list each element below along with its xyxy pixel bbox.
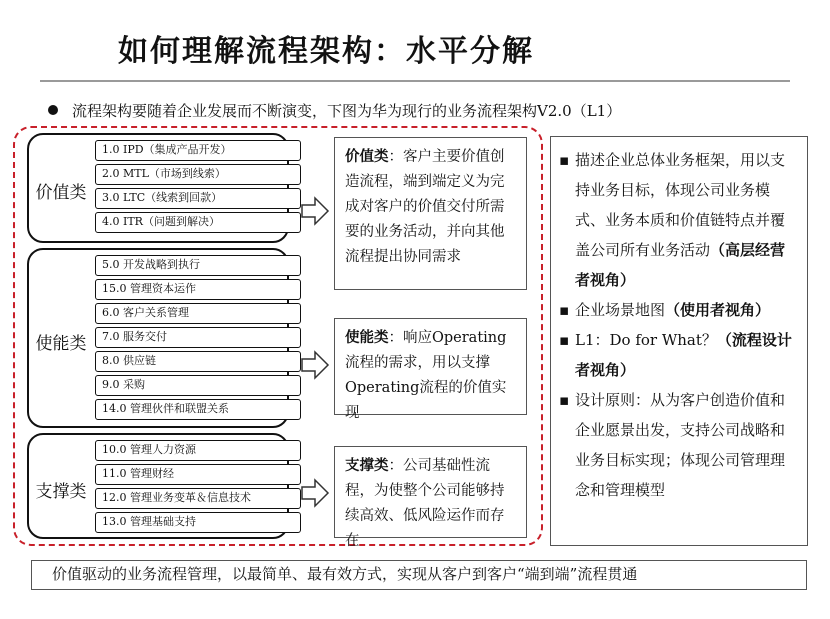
process-item: 2.0 MTL（市场到线索） (95, 164, 301, 185)
intro-text: 流程架构要随着企业发展而不断演变，下图为华为现行的业务流程架构V2.0（L1） (72, 102, 622, 120)
process-item: 13.0 管理基础支持 (95, 512, 301, 533)
footer-summary: 价值驱动的业务流程管理，以最简单、最有效方式，实现从客户到客户“端到端”流程贯通 (31, 560, 807, 590)
bullet-icon: ▪ (559, 331, 570, 349)
process-item: 3.0 LTC（线索到回款） (95, 188, 301, 209)
group-value (27, 133, 289, 243)
group-label: 价值类 (35, 183, 87, 203)
page-title: 如何理解流程架构：水平分解 (118, 34, 534, 69)
note-emph: （高层经营者视角） (575, 241, 786, 289)
desc-support (334, 446, 527, 549)
note-item (559, 295, 799, 325)
intro-line (48, 100, 621, 121)
group-label: 支撑类 (35, 482, 87, 502)
process-item: 4.0 ITR（问题到解决） (95, 212, 301, 233)
note-text: 设计原则：从为客户创造价值和企业愿景出发，支持公司战略和业务目标实现；体现公司管理理念和管理模型 (575, 391, 786, 499)
process-item: 12.0 管理业务变革＆信息技术 (95, 488, 301, 509)
right-arrow-icon (300, 196, 330, 226)
right-notes-box (550, 136, 808, 546)
bullet-icon: ▪ (559, 391, 570, 409)
bullet-icon: ▪ (559, 151, 570, 169)
desc-value (334, 137, 527, 290)
process-item: 9.0 采购 (95, 375, 301, 396)
desc-enabling (334, 318, 527, 421)
group-support (27, 433, 289, 539)
desc-text: ：客户主要价值创造流程，端到端定义为完成对客户的价值交付所需要的业务活动，并向其他流程提出协同需求 (345, 149, 505, 265)
right-arrow-icon (300, 478, 330, 508)
note-text: 描述企业总体业务框架，用以支持业务目标，体现公司业务模式、业务本质和价值链特点并覆盖公司所有业务活动 (575, 151, 786, 259)
desc-text: ：响应Operating流程的需求，用以支撑Operating流程的价值实现 (345, 330, 507, 421)
bullet-icon: ▪ (559, 301, 570, 319)
desc-head: 支撑类 (345, 457, 389, 474)
desc-head: 使能类 (345, 329, 389, 346)
note-item (559, 385, 799, 505)
note-emph: （使用者视角） (665, 301, 771, 319)
group-label: 使能类 (35, 334, 87, 354)
note-item (559, 145, 799, 295)
process-item: 5.0 开发战略到执行 (95, 255, 301, 276)
process-item: 1.0 IPD（集成产品开发） (95, 140, 301, 161)
note-item (559, 325, 799, 385)
process-item: 14.0 管理伙伴和联盟关系 (95, 399, 301, 420)
note-emph: （流程设计者视角） (575, 331, 792, 379)
desc-text: ：公司基础性流程，为使整个公司能够持续高效、低风险运作而存在 (345, 458, 505, 549)
note-text: L1：Do for What？ (575, 331, 717, 349)
note-text: 企业场景地图 (575, 301, 666, 319)
title-divider (40, 80, 790, 82)
process-item: 15.0 管理资本运作 (95, 279, 301, 300)
process-item: 7.0 服务交付 (95, 327, 301, 348)
group-enabling (27, 248, 289, 428)
bullet-icon (48, 105, 58, 115)
process-item: 10.0 管理人力资源 (95, 440, 301, 461)
process-item: 8.0 供应链 (95, 351, 301, 372)
process-item: 6.0 客户关系管理 (95, 303, 301, 324)
right-arrow-icon (300, 350, 330, 380)
desc-head: 价值类 (345, 148, 389, 165)
process-item: 11.0 管理财经 (95, 464, 301, 485)
